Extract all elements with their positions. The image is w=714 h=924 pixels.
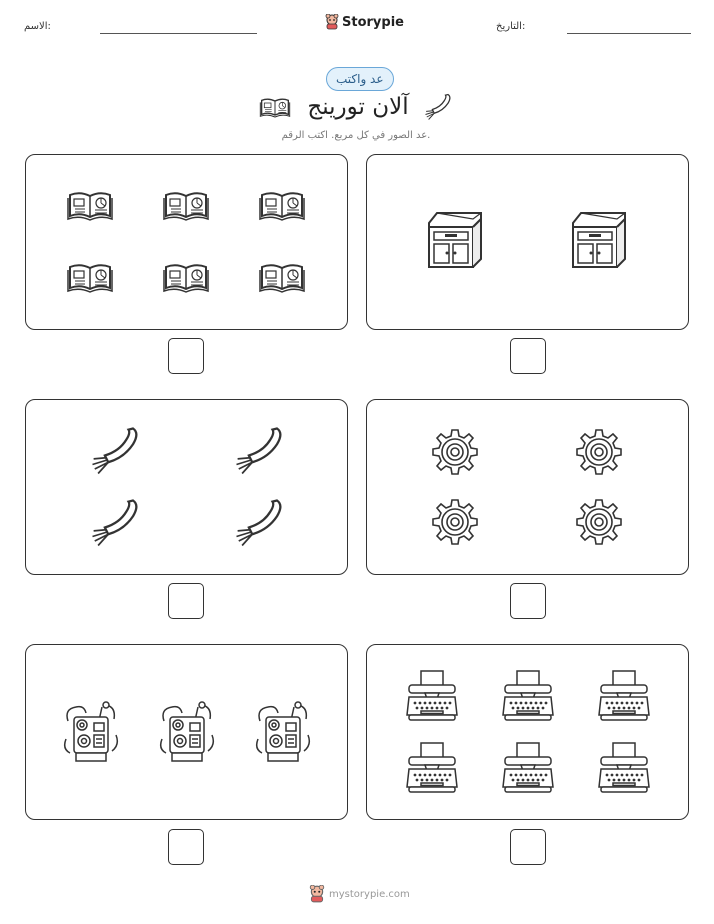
activity-badge: عد واكتب <box>326 67 394 91</box>
footer <box>309 885 410 903</box>
book-icon <box>162 259 210 299</box>
typewriter-icon <box>501 669 555 727</box>
count-panel-books <box>25 154 348 330</box>
typewriter-icon <box>597 669 651 727</box>
cabinet-icon <box>567 209 631 275</box>
gear-icon <box>575 428 623 480</box>
cable-icon <box>88 424 142 482</box>
book-icon <box>258 259 306 299</box>
answer-box-gears[interactable] <box>510 583 546 619</box>
book-icon <box>66 187 114 227</box>
book-icon <box>259 95 291 123</box>
answer-box-typewriters[interactable] <box>510 829 546 865</box>
count-panel-cables <box>25 399 348 575</box>
cable-icon <box>232 496 286 554</box>
machine-icon <box>254 699 312 769</box>
answer-box-cables[interactable] <box>168 583 204 619</box>
typewriter-icon <box>597 741 651 799</box>
instructions: عد الصور في كل مربع. اكتب الرقم. <box>281 130 431 141</box>
cable-icon <box>88 496 142 554</box>
answer-box-machines[interactable] <box>168 829 204 865</box>
book-icon <box>66 259 114 299</box>
gear-icon <box>575 498 623 550</box>
count-panel-machines <box>25 644 348 820</box>
typewriter-icon <box>405 741 459 799</box>
cable-icon <box>421 92 455 126</box>
date-line[interactable] <box>567 33 691 34</box>
brand-logo <box>325 14 404 30</box>
brand-name: Storypie <box>342 14 404 30</box>
typewriter-icon <box>405 669 459 727</box>
storypie-mascot-icon <box>325 14 339 30</box>
count-panel-gears <box>366 399 689 575</box>
count-panel-typewriters <box>366 644 689 820</box>
answer-box-books[interactable] <box>168 338 204 374</box>
footer-url[interactable]: mystorypie.com <box>329 888 410 900</box>
answer-box-cabinets[interactable] <box>510 338 546 374</box>
book-icon <box>258 187 306 227</box>
count-panel-cabinets <box>366 154 689 330</box>
name-line[interactable] <box>100 33 257 34</box>
page-title: آلان تورينج <box>307 94 409 120</box>
machine-icon <box>158 699 216 769</box>
date-label: التاريخ: <box>496 21 526 32</box>
gear-icon <box>431 498 479 550</box>
cable-icon <box>232 424 286 482</box>
gear-icon <box>431 428 479 480</box>
name-label: الاسم: <box>24 21 51 32</box>
storypie-mascot-icon <box>309 885 325 903</box>
machine-icon <box>62 699 120 769</box>
cabinet-icon <box>423 209 487 275</box>
book-icon <box>162 187 210 227</box>
typewriter-icon <box>501 741 555 799</box>
